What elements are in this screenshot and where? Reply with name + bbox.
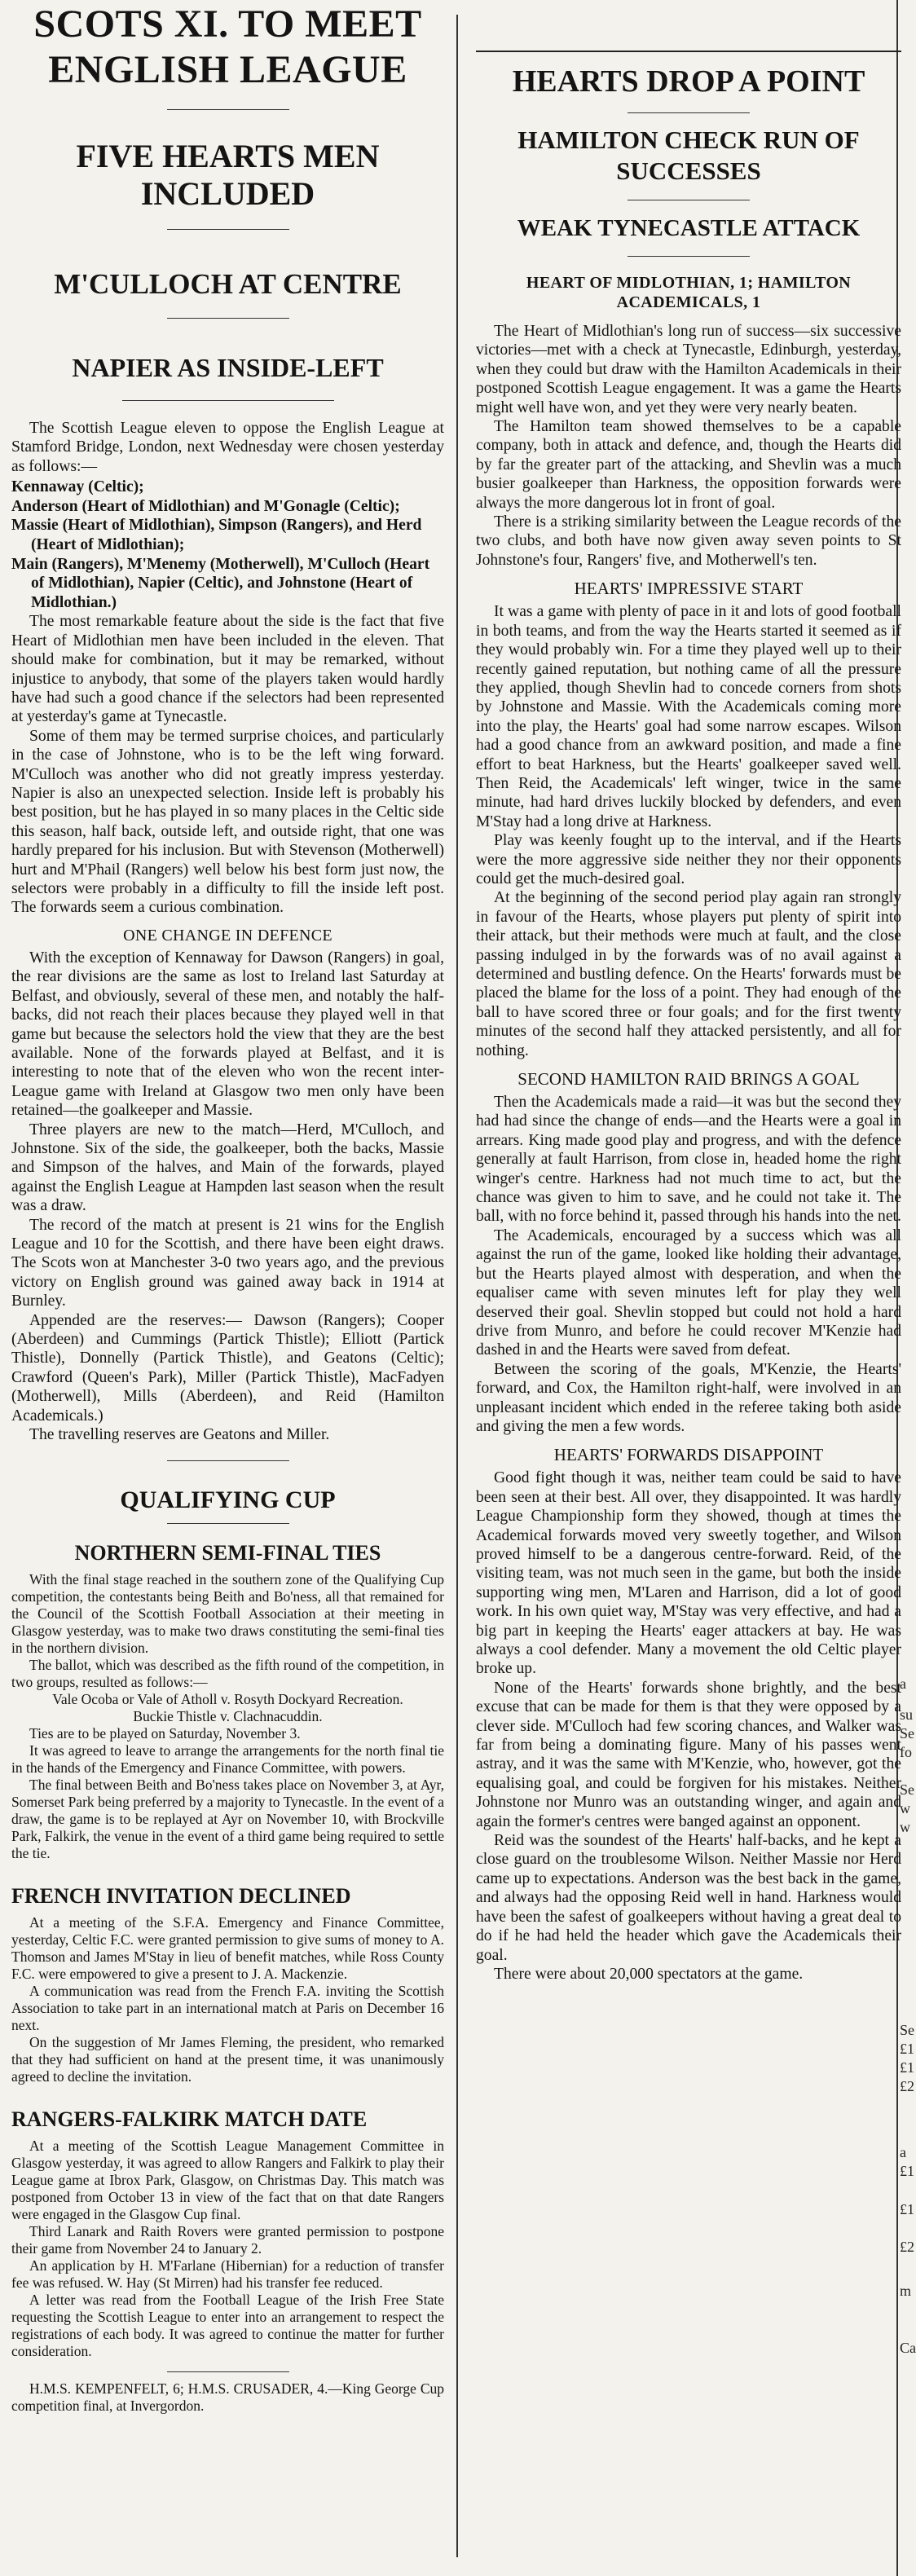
score-line: HEART OF MIDLOTHIAN, 1; HAMILTON ACADEMICALS, 1 (526, 274, 852, 311)
edge-fragment: £1 (900, 2059, 914, 2076)
edge-fragment: fo (900, 1744, 912, 1760)
divider (628, 256, 750, 257)
paragraph: H.M.S. KEMPENFELT, 6; H.M.S. CRUSADER, 4.—King George Cup competition final, at Invergordon. (11, 2380, 444, 2415)
rangers-article (11, 2138, 444, 2360)
paragraph: The Heart of Midlothian's long run of success—six successive victories—met with a check at Tynecastle, Edinburgh, yesterday, when they could but draw with the Hamilton Academicals in their postponed Scottish League engagement. It was a game the Hearts might well have won, and yet they were very nearly beaten. (476, 323, 901, 416)
edge-fragment: £2 (900, 2078, 914, 2094)
headline-hearts-drop: HEARTS DROP A POINT (512, 64, 865, 99)
edge-fragment: w (900, 1819, 910, 1835)
edge-fragment: £1 (900, 2041, 914, 2057)
paragraph: The Academicals, encouraged by a success which was all against the run of the game, looked like holding their advantage, but the Hearts played almost with desperation, and when the equaliser came with seven minutes left for play they well deserved their goal. Shevlin stopped but could not hold a hard drive from Munro, and before he could recover M'Kenzie had dashed in and the Hearts were saved from defeat. (476, 1226, 901, 1359)
paragraph: Third Lanark and Raith Rovers were granted permission to postpone their game from November 24 to January 2. (11, 2223, 444, 2257)
paragraph: Reid was the soundest of the Hearts' half-backs, and he kept a close guard on the troublesome Wilson. Neither Massie nor Herd came up to expectations. Anderson was the best back in the game, and always had the opposing Reid well in hand. Harkness would have been the safest of goalkeepers without having a great deal to do if he had held the header which gave the Academicals their goal. (476, 1832, 901, 1964)
headline-mculloch: M'CULLOCH AT CENTRE (54, 268, 402, 300)
edge-fragment: a (900, 2144, 906, 2160)
headline-five-hearts: FIVE HEARTS MEN INCLUDED (76, 138, 380, 212)
paragraph: The final between Beith and Bo'ness takes place on November 3, at Ayr, Somerset Park being preferred by a majority to Tynecastle. In the event of a draw, the game is to be replayed at Ayr on November 10, with Brockville Park, Falkirk, the venue in the event of a third game being required to settle the tie. (11, 1777, 444, 1862)
headline-french-invitation: FRENCH INVITATION DECLINED (11, 1884, 351, 1909)
subheading: SECOND HAMILTON RAID BRINGS A GOAL (517, 1069, 860, 1090)
edge-fragment: £1 (900, 2201, 914, 2217)
paragraph: An application by H. M'Farlane (Hibernian) for a reduction of transfer fee was refused. W. Hay (St Mirren) had his transfer fee reduced. (11, 2257, 444, 2292)
subheading: ONE CHANGE IN DEFENCE (123, 926, 332, 945)
team-line: Main (Rangers), M'Menemy (Motherwell), M'Culloch (Heart of Midlothian), Napier (Celtic), and Johnstone (Heart of Midlothian.) (11, 555, 430, 611)
article-frame (476, 51, 901, 1984)
right-edge-column (896, 0, 916, 2576)
paragraph: There is a striking similarity between the League records of the two clubs, and both have now given away seven points to St Johnstone's four, Rangers' five, and Motherwell's ten. (476, 513, 901, 569)
paragraph: Buckie Thistle v. Clachnacuddin. (133, 1708, 323, 1725)
paragraph: At a meeting of the S.F.A. Emergency and Finance Committee, yesterday, Celtic F.C. were granted permission to give sums of money to A. Thomson and James M'Stay in lieu of benefit matches, while Ross County F.C. were empowered to give a present to J. A. Mackenzie. (11, 1914, 444, 1983)
team-line: Massie (Heart of Midlothian), Simpson (Rangers), and Herd (Heart of Midlothian); (11, 517, 422, 553)
divider (167, 1460, 289, 1461)
subheading: HEARTS' FORWARDS DISAPPOINT (553, 1445, 824, 1465)
paragraph: At the beginning of the second period play again ran strongly in favour of the Hearts, whose players put plenty of spirit into their attack, but their methods were much at fault, and the close passing indulged in by the forwards was of no avail against a determined and bustling defence. On the Hearts' forwards must be placed the blame for the loss of a point. They had enough of the ball to have scored three or four goals; and for the first twenty minutes of the second half they attacked persistently, and all for nothing. (476, 889, 901, 1059)
paragraph: The Hamilton team showed themselves to be a capable company, both in attack and defence, and, though the Hearts did by far the greater part of the attacking, and Shevlin was a much busier goalkeeper than Harkness, the opposition forwards were always the more dangerous lot in front of goal. (476, 418, 901, 512)
edge-fragment: m (900, 2283, 912, 2299)
middle-column (465, 0, 914, 2576)
qualifying-article (11, 1571, 444, 1862)
paragraph: It was agreed to leave to arrange the arrangements for the north final tie in the hands of the Emergency and Finance Committee, with powers. (11, 1742, 444, 1777)
paragraph: Appended are the reserves:— Dawson (Rangers); Cooper (Aberdeen) and Cummings (Partick Thistle); Elliott (Partick Thistle), Donnelly (Partick Thistle), and Geatons (Celtic); Crawford (Queen's Park), Miller (Partick Thistle), MacFadyen (Motherwell), Mills (Aberdeen), and Reid (Hamilton Academicals.) (11, 1311, 444, 1425)
edge-fragment: Se (900, 1725, 914, 1742)
paragraph: On the suggestion of Mr James Fleming, the president, who remarked that they had sufficient on hand at the present time, it was unanimously agreed to decline the invitation. (11, 2034, 444, 2085)
edge-fragment: a (900, 1676, 906, 1692)
paragraph: Three players are new to the match—Herd, M'Culloch, and Johnstone. Six of the side, the goalkeeper, both the backs, Massie and Simpson of the halves, and Main of the forwards, played against the English League at Hampden last season when the result was a draw. (11, 1121, 444, 1215)
intro-paragraph: The Scottish League eleven to oppose the English League at Stamford Bridge, London, next Wednesday were chosen yesterday as follows:— (11, 420, 444, 475)
paragraph: Ties are to be played on Saturday, November 3. (29, 1725, 301, 1742)
headline-scots-xi: SCOTS XI. TO MEET ENGLISH LEAGUE (33, 2, 422, 91)
paragraph: The ballot, which was described as the fifth round of the competition, in two groups, resulted as follows:— (11, 1657, 444, 1691)
edge-fragment: su (900, 1706, 914, 1723)
paragraph: Vale Ocoba or Vale of Atholl v. Rosyth Dockyard Recreation. (52, 1691, 403, 1708)
paragraph: It was a game with plenty of pace in it and lots of good football in both teams, and from the way the Hearts started it seemed as if they would probably win. For a time they played well up to their recently gained reputation, but nothing came of all the pressure they applied, though Shevlin had to concede corners from shots by Johnstone and Massie. With the Academicals coming more into the play, the Hearts' goal had some narrow escapes. Wilson had a good chance from an awkward position, and made a fine effort to beat Harkness, but the Hearts' goalkeeper saved well. Then Reid, the Academicals' left winger, twice in the same minute, had hard drives luckily blocked by defenders, and even M'Stay had a long drive at Harkness. (476, 603, 901, 830)
edge-fragment: Se (900, 2022, 914, 2038)
paragraph: The most remarkable feature about the side is the fact that five Heart of Midlothian men have been included in the eleven. That should make for combination, but it may be remarked, without injustice to anybody, that some of the players taken would hardly have had such a good chance if the selectors had been represented at yesterday's game at Tynecastle. (11, 613, 444, 726)
french-article (11, 1914, 444, 2085)
paragraph: The travelling reserves are Geatons and Miller. (29, 1426, 330, 1444)
paragraph: A communication was read from the French F.A. inviting the Scottish Association to take part in an international match at Paris on December 16 next. (11, 1983, 444, 2034)
team-list (11, 478, 444, 612)
divider (167, 318, 289, 319)
paragraph: Between the scoring of the goals, M'Kenzie, the Hearts' forward, and Cox, the Hamilton right-half, were involved in an unpleasant incident which ended in the referee taking both aside and giving the men a few words. (476, 1360, 901, 1435)
subheading: HEARTS' IMPRESSIVE START (574, 579, 804, 599)
headline-hamilton-check: HAMILTON CHECK RUN OF SUCCESSES (517, 125, 860, 185)
paragraph: Good fight though it was, neither team could be said to have been seen at their best. All over, they disappointed. It was hardly League Championship form they showed, though at times the Academical forwards moved very sweetly together, and Wilson proved himself to be a dangerous centre-forward. Reid, of the visiting team, was not much seen in the game, but both the inside supporting wing men, M'Laren and Harrison, did a lot of good work. In his own quiet way, M'Stay was very effective, and had a big part in keeping the Hearts' eager attackers at bay. He was always a cool defender. Many a movement the old Celtic player broke up. (476, 1469, 901, 1678)
team-line: Kennaway (Celtic); (11, 478, 144, 496)
divider (167, 2371, 289, 2372)
headline-qualifying-cup: QUALIFYING CUP (120, 1486, 336, 1514)
paragraph: Then the Academicals made a raid—it was but the second they had had since the change of ends—and the Hearts were a goal in arrears. King made good play and progress, and with the defence generally at fault Harrison, from close in, headed home the right winger's centre. Harkness had not much time to act, but the chance was given to him to save, and he could not take it. The ball, with no force behind it, passed through his hands into the net. (476, 1094, 901, 1226)
divider (628, 112, 750, 113)
edge-fragment: Ca (900, 2340, 916, 2356)
edge-fragment: Se (900, 1781, 914, 1798)
column-divider (456, 15, 458, 2557)
headline-weak-attack: WEAK TYNECASTLE ATTACK (517, 215, 861, 241)
divider (167, 109, 289, 110)
paragraph: Play was keenly fought up to the interval, and if the Hearts were the more aggressive side neither they nor their opponents could get the much-desired goal. (476, 832, 901, 887)
headline-rangers-falkirk: RANGERS-FALKIRK MATCH DATE (11, 2107, 368, 2132)
divider (167, 1523, 289, 1524)
paragraph: At a meeting of the Scottish League Management Committee in Glasgow yesterday, it was agreed to allow Rangers and Falkirk to play their League game at Ibrox Park, Glasgow, on Christmas Day. This match was postponed from October 13 in view of the fact that on that date Rangers were engaged in the Glasgow Cup final. (11, 2138, 444, 2223)
team-line: Anderson (Heart of Midlothian) and M'Gonagle (Celtic); (11, 497, 400, 515)
paragraph: A letter was read from the Football League of the Irish Free State requesting the Scottish League to enter into an arrangement to respect the registrations of each body. It was agreed to continue the matter for further consideration. (11, 2292, 444, 2360)
paragraph: None of the Hearts' forwards shone brightly, and the best excuse that can be made for them is that they were opposed by a clever side. M'Culloch had few scoring chances, and Walker was far from being a dominating figure. Many of his passes went astray, and it was the same with M'Kenzie, who, however, got the equalising goal, and could be forgiven for his mistakes. Neither Johnstone nor Munro was an outstanding winger, and again and again the former's centres were banged against an opponent. (476, 1679, 901, 1830)
paragraph: Some of them may be termed surprise choices, and particularly in the case of Johnstone, who is to be the left wing forward. M'Culloch was another who did not greatly impress yesterday. Napier is also an unexpected selection. Inside left is probably his best position, but he has played in so many places in the Celtic side this season, half back, outside left, and outside right, that one was hardly prepared for his inclusion. But with Stevenson (Motherwell) hurt and M'Phail (Rangers) well below his best form just now, the selectors were probably in a difficulty to fill the inside left post. The forwards seem a curious combination. (11, 727, 444, 917)
edge-fragment: £2 (900, 2239, 914, 2255)
footer-note (11, 2380, 444, 2415)
headline-northern-semi: NORTHERN SEMI-FINAL TIES (74, 1541, 381, 1565)
divider (167, 229, 289, 230)
edge-fragment: £1 (900, 2163, 914, 2179)
paragraph: With the final stage reached in the southern zone of the Qualifying Cup competition, the contestants being Beith and Bo'ness, all that remained for the Council of the Scottish Football Association at their meeting in Glasgow yesterday, was to make two draws constituting the semi-final ties in the northern division. (11, 1571, 444, 1657)
paragraph: With the exception of Kennaway for Dawson (Rangers) in goal, the rear divisions are the same as lost to Ireland last Saturday at Belfast, and obviously, several of these men, and notably the half-backs, did not reach their places because they played well in that game but because the selectors hold the view that they are the best available. None of the forwards played at Belfast, and it is interesting to note that of the eleven who won the recent inter-League game with Ireland at Glasgow two men only have been retained—the goalkeeper and Massie. (11, 949, 444, 1120)
left-column (0, 0, 452, 2576)
match-report (476, 322, 901, 1984)
divider (122, 400, 334, 401)
article-body (11, 419, 444, 1444)
paragraph: The record of the match at present is 21 wins for the English League and 10 for the Scottish, and there have been eight draws. The Scots won at Manchester 3-0 two years ago, and the previous victory on English ground was gained away back in 1914 at Burnley. (11, 1216, 444, 1310)
headline-napier: NAPIER AS INSIDE-LEFT (72, 353, 384, 382)
paragraph: There were about 20,000 spectators at the game. (494, 1965, 804, 1983)
edge-fragment: w (900, 1800, 910, 1816)
